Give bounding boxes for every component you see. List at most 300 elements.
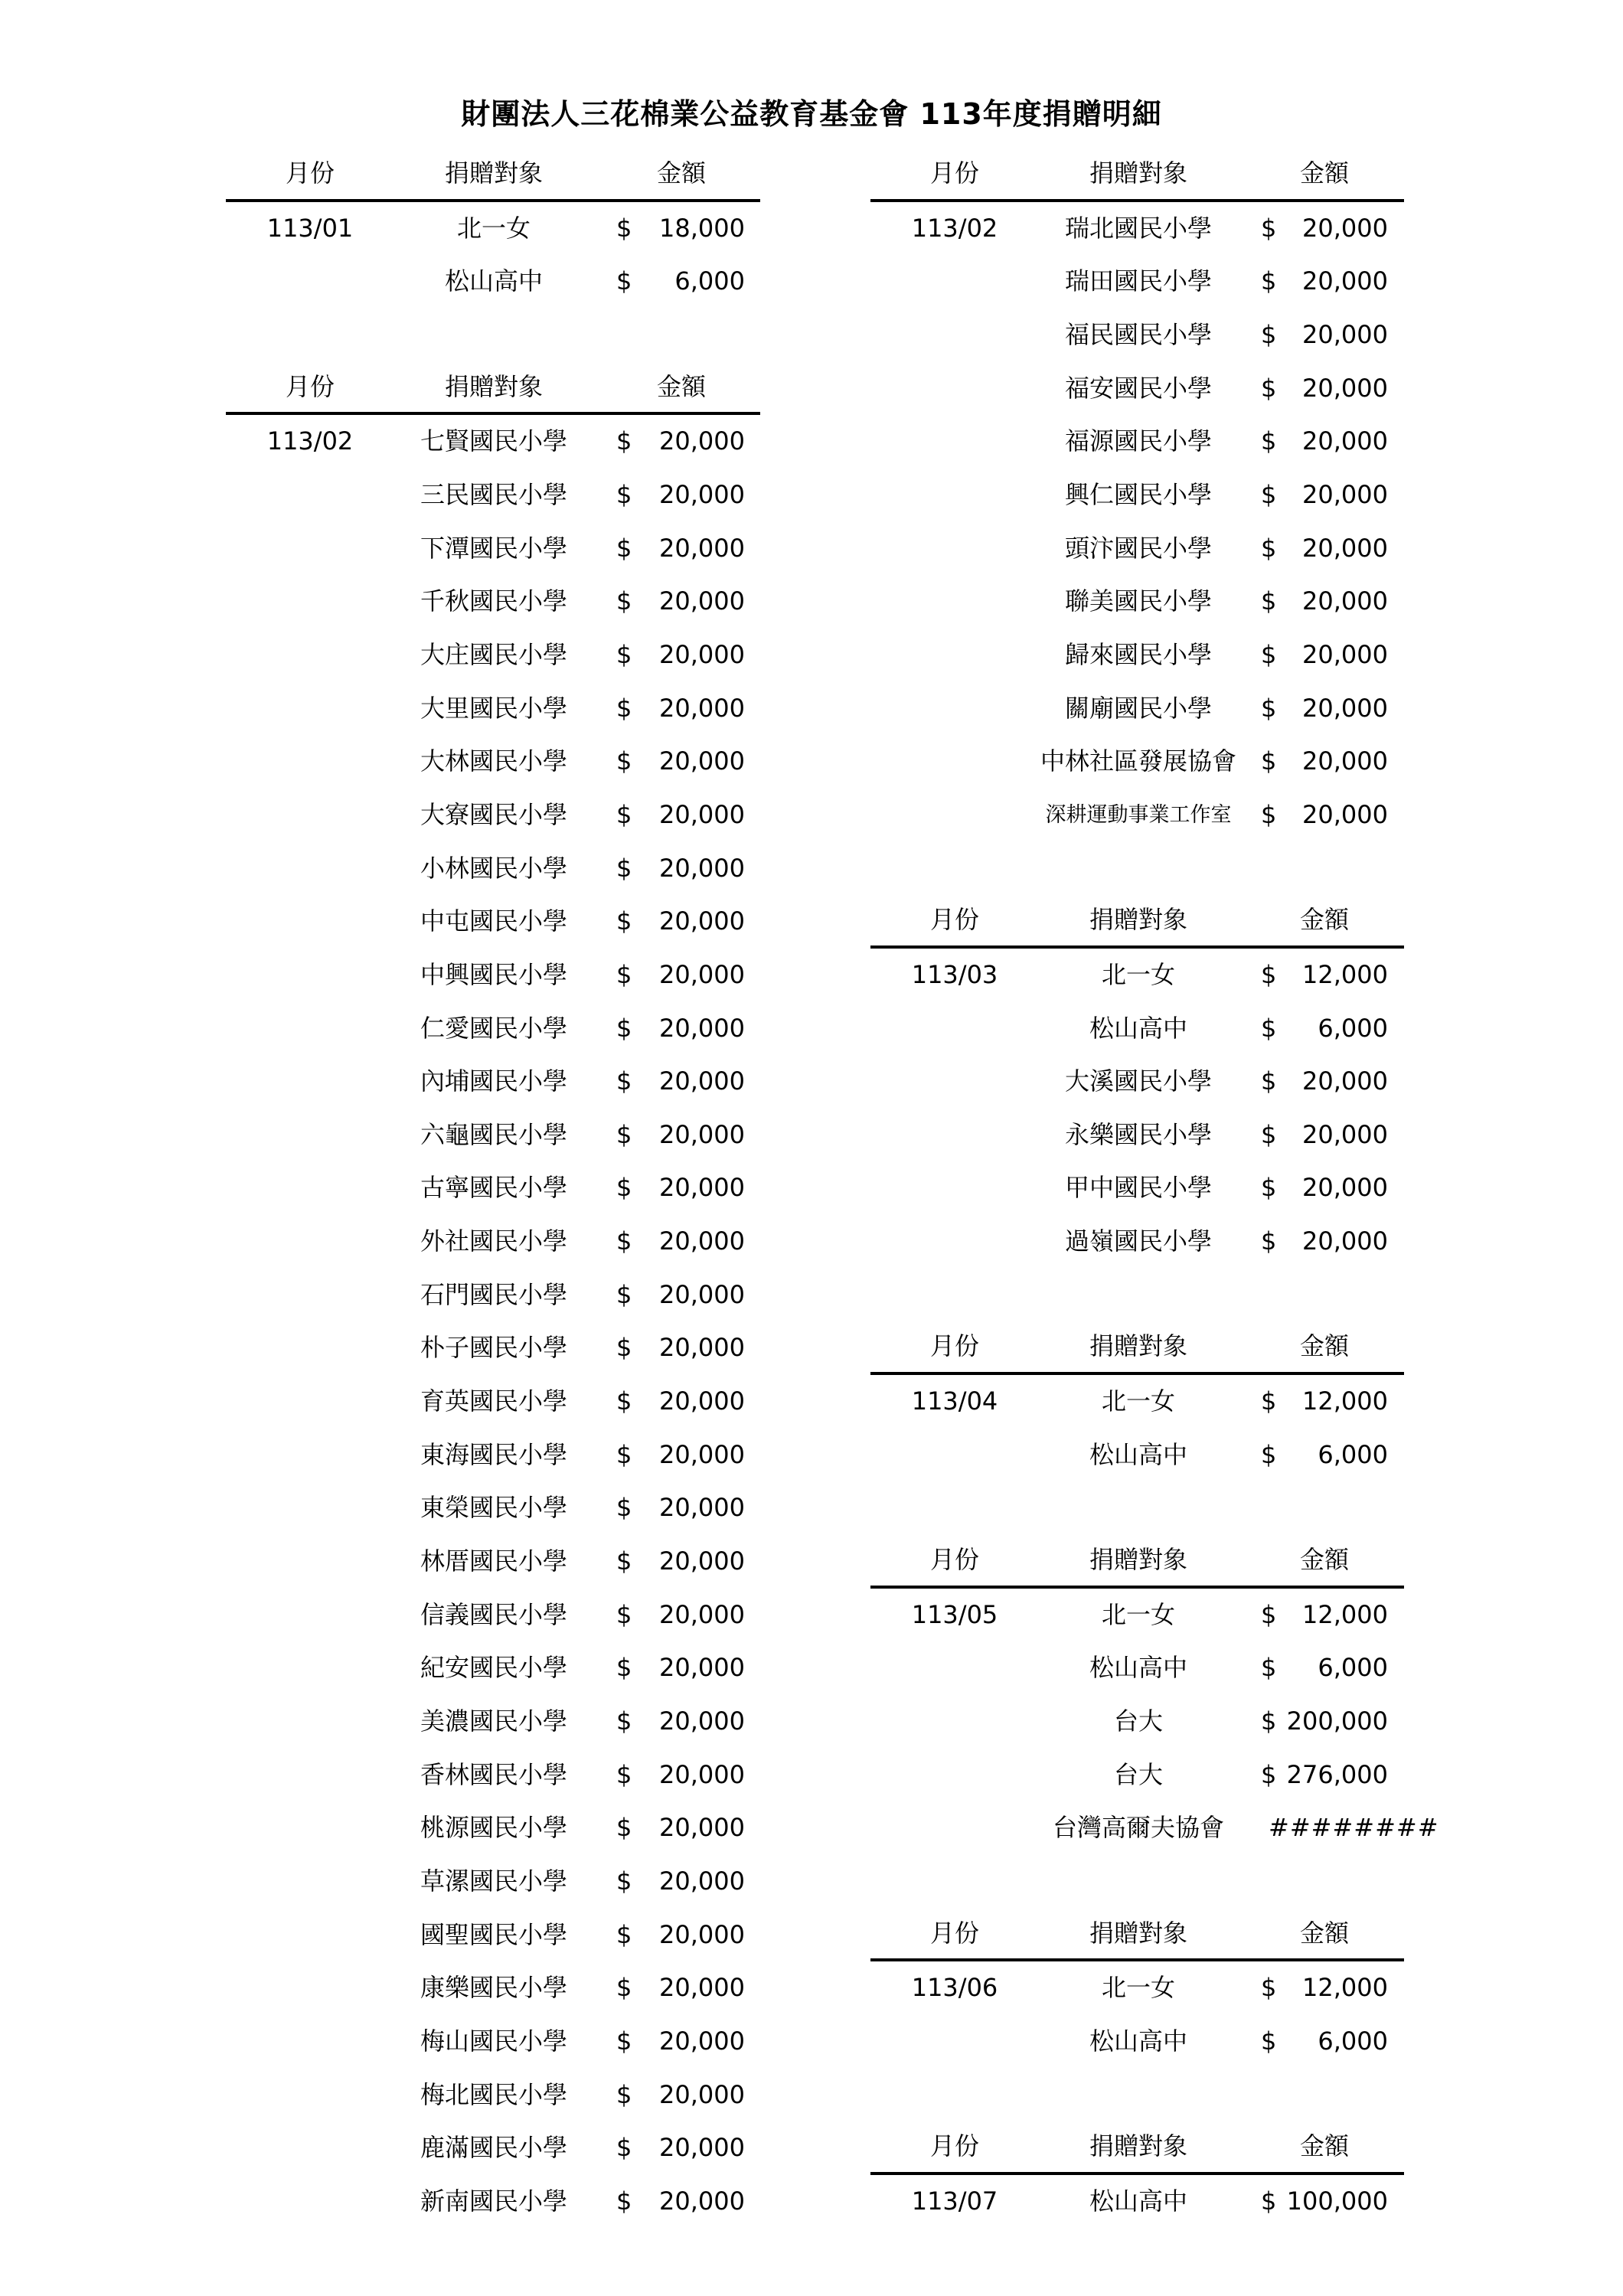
currency-symbol: $	[616, 906, 632, 936]
donation-recipient: 梅北國民小學	[420, 2079, 567, 2109]
currency-symbol: $	[616, 1173, 632, 1203]
donation-row	[226, 2121, 760, 2175]
currency-symbol: $	[616, 1333, 632, 1363]
donation-amount: 20,000	[659, 1599, 745, 1629]
donation-row	[226, 1269, 760, 1322]
donation-recipient: 台大	[1113, 1759, 1163, 1789]
blank-row	[870, 1481, 1404, 1535]
currency-symbol: $	[1261, 1973, 1277, 2003]
currency-symbol: $	[616, 853, 632, 883]
donation-amount: 20,000	[659, 586, 745, 616]
donation-recipient: 松山高中	[1089, 1013, 1187, 1043]
donation-row	[226, 1321, 760, 1375]
donation-recipient: 東海國民小學	[420, 1439, 567, 1469]
donation-row	[870, 202, 1404, 256]
donation-recipient: 松山高中	[1089, 2026, 1187, 2056]
donation-amount: 20,000	[659, 1973, 745, 2003]
donation-recipient: 甲中國民小學	[1064, 1173, 1212, 1203]
currency-symbol: $	[616, 1599, 632, 1629]
donation-amount: 20,000	[1302, 533, 1388, 563]
currency-symbol: $	[616, 799, 632, 829]
currency-symbol: $	[1261, 479, 1277, 509]
donation-row	[870, 575, 1404, 629]
donation-amount: 20,000	[659, 1813, 745, 1843]
header-amount: 金額	[1299, 1918, 1349, 1948]
donation-amount: 20,000	[659, 1333, 745, 1363]
donation-recipient: 信義國民小學	[420, 1599, 567, 1629]
donation-recipient: 福安國民小學	[1064, 373, 1212, 403]
donation-recipient: 香林國民小學	[420, 1759, 567, 1789]
donation-recipient: 仁愛國民小學	[420, 1013, 567, 1043]
currency-symbol: $	[616, 1759, 632, 1789]
currency-symbol: $	[1261, 639, 1277, 669]
currency-symbol: $	[1261, 373, 1277, 403]
donation-recipient: 松山高中	[1089, 1653, 1187, 1683]
currency-symbol: $	[616, 266, 632, 296]
donation-amount: 20,000	[1302, 1173, 1388, 1203]
donation-row	[870, 735, 1404, 789]
donation-recipient: 六龜國民小學	[420, 1119, 567, 1149]
donation-row	[870, 629, 1404, 682]
currency-symbol: $	[616, 586, 632, 616]
donation-amount: 20,000	[659, 1279, 745, 1309]
donation-amount: 20,000	[1302, 799, 1388, 829]
header-month: 月份	[285, 371, 335, 401]
donation-amount: 20,000	[1302, 1066, 1388, 1096]
currency-symbol: $	[616, 213, 632, 243]
header-amount: 金額	[1299, 905, 1349, 935]
donation-recipient: 大林國民小學	[420, 746, 567, 776]
donation-amount: 20,000	[659, 693, 745, 723]
donation-row	[226, 1909, 760, 1962]
donation-recipient: 頭汴國民小學	[1064, 533, 1212, 563]
donation-recipient: 松山高中	[444, 266, 543, 296]
donation-recipient: 內埔國民小學	[420, 1066, 567, 1096]
donation-amount: 20,000	[1302, 693, 1388, 723]
currency-symbol: $	[1261, 1599, 1277, 1629]
currency-symbol: $	[1261, 746, 1277, 776]
donation-recipient: 興仁國民小學	[1064, 479, 1212, 509]
donation-month: 113/03	[911, 959, 998, 989]
donation-recipient: 大里國民小學	[420, 693, 567, 723]
donation-row	[870, 1749, 1404, 1802]
donation-month: 113/07	[911, 2186, 998, 2216]
header-month: 月份	[929, 1918, 979, 1948]
currency-symbol: $	[616, 1066, 632, 1096]
table-header-row	[870, 1321, 1404, 1375]
donation-row	[226, 2175, 760, 2229]
donation-recipient: 國聖國民小學	[420, 1919, 567, 1949]
donation-amount: 6,000	[674, 266, 745, 296]
currency-symbol: $	[616, 1653, 632, 1683]
header-amount: 金額	[656, 371, 706, 401]
currency-symbol: $	[616, 2133, 632, 2163]
donation-amount: 6,000	[1318, 2026, 1388, 2056]
donation-recipient: 台灣高爾夫協會	[1052, 1813, 1224, 1843]
donation-recipient: 草漯國民小學	[420, 1867, 567, 1896]
currency-symbol: $	[1261, 959, 1277, 989]
header-recipient: 捐贈對象	[1089, 1545, 1187, 1575]
donation-month: 113/01	[266, 213, 354, 243]
donation-recipient: 台大	[1113, 1706, 1163, 1736]
donation-amount: 20,000	[659, 906, 745, 936]
donation-month: 113/02	[911, 213, 998, 243]
donation-recipient: 東榮國民小學	[420, 1493, 567, 1523]
donation-row	[226, 949, 760, 1002]
currency-symbol: $	[1261, 533, 1277, 563]
currency-symbol: $	[616, 1973, 632, 2003]
donation-recipient: 中林社區發展協會	[1040, 746, 1236, 776]
donation-amount: 20,000	[1302, 319, 1388, 349]
header-month: 月份	[929, 158, 979, 188]
donation-amount: 20,000	[659, 1867, 745, 1896]
donation-amount: 20,000	[659, 1546, 745, 1576]
currency-symbol: $	[616, 426, 632, 456]
donation-recipient: 北一女	[1101, 1599, 1175, 1629]
donation-recipient: 石門國民小學	[420, 1279, 567, 1309]
currency-symbol: $	[1261, 1759, 1277, 1789]
donation-amount: 6,000	[1318, 1653, 1388, 1683]
donation-recipient: 歸來國民小學	[1064, 639, 1212, 669]
currency-symbol: $	[616, 2026, 632, 2056]
donation-amount: 20,000	[659, 1226, 745, 1256]
currency-symbol: $	[616, 1386, 632, 1416]
donation-amount: 20,000	[1302, 213, 1388, 243]
currency-symbol: $	[1261, 1013, 1277, 1043]
donation-amount: 20,000	[659, 1919, 745, 1949]
donation-recipient: 千秋國民小學	[420, 586, 567, 616]
blank-row	[870, 2069, 1404, 2122]
donation-recipient: 大庄國民小學	[420, 639, 567, 669]
donation-amount: 12,000	[1302, 1599, 1388, 1629]
header-amount: 金額	[1299, 1545, 1349, 1575]
currency-symbol: $	[616, 2186, 632, 2216]
donation-amount: 20,000	[659, 1759, 745, 1789]
blank-row	[870, 842, 1404, 896]
donation-amount: 20,000	[659, 479, 745, 509]
donation-row	[226, 575, 760, 629]
donation-recipient: 中興國民小學	[420, 959, 567, 989]
donation-row	[870, 1215, 1404, 1269]
header-amount: 金額	[656, 158, 706, 188]
left-donation-column	[226, 149, 760, 2229]
donation-row	[226, 1961, 760, 2015]
donation-row	[226, 255, 760, 309]
donation-amount: 20,000	[659, 799, 745, 829]
currency-symbol: $	[616, 1706, 632, 1736]
donation-row	[870, 1055, 1404, 1109]
header-recipient: 捐贈對象	[444, 371, 543, 401]
currency-symbol: $	[1261, 586, 1277, 616]
donation-amount: 20,000	[1302, 586, 1388, 616]
donation-row	[870, 1375, 1404, 1429]
currency-symbol: $	[1261, 1706, 1277, 1736]
donation-recipient: 桃源國民小學	[420, 1813, 567, 1843]
donation-amount: 20,000	[659, 2026, 745, 2056]
donation-amount: 20,000	[1302, 479, 1388, 509]
donation-amount: 20,000	[659, 1119, 745, 1149]
donation-row	[226, 1375, 760, 1429]
donation-row	[870, 522, 1404, 576]
currency-symbol: $	[1261, 1386, 1277, 1416]
table-header-row	[870, 895, 1404, 949]
donation-row	[226, 1801, 760, 1855]
header-amount: 金額	[1299, 158, 1349, 188]
currency-symbol: $	[616, 1919, 632, 1949]
donation-row	[870, 1801, 1439, 1855]
donation-amount: 20,000	[1302, 1119, 1388, 1149]
donation-row	[226, 415, 760, 469]
donation-recipient: 三民國民小學	[420, 479, 567, 509]
donation-row	[226, 1535, 760, 1589]
donation-amount: 6,000	[1318, 1013, 1388, 1043]
currency-symbol: $	[1261, 1173, 1277, 1203]
header-amount: 金額	[1299, 2131, 1349, 2161]
donation-row	[870, 1589, 1404, 1642]
donation-amount: ########	[1269, 1813, 1439, 1843]
donation-recipient: 中屯國民小學	[420, 906, 567, 936]
donation-row	[226, 522, 760, 576]
donation-recipient: 小林國民小學	[420, 853, 567, 883]
donation-amount: 20,000	[659, 1386, 745, 1416]
donation-amount: 20,000	[1302, 266, 1388, 296]
header-recipient: 捐贈對象	[1089, 158, 1187, 188]
currency-symbol: $	[1261, 213, 1277, 243]
donation-row	[226, 842, 760, 896]
donation-month: 113/05	[911, 1599, 998, 1629]
table-header-row	[870, 2121, 1404, 2175]
currency-symbol: $	[1261, 426, 1277, 456]
donation-month: 113/06	[911, 1973, 998, 2003]
blank-row	[226, 309, 760, 362]
donation-row	[226, 735, 760, 789]
donation-recipient: 北一女	[456, 213, 531, 243]
header-recipient: 捐贈對象	[1089, 1331, 1187, 1361]
donation-recipient: 北一女	[1101, 1386, 1175, 1416]
currency-symbol: $	[1261, 1066, 1277, 1096]
blank-row	[870, 1269, 1404, 1322]
document-title: 財團法人三花棉業公益教育基金會 113年度捐贈明細	[461, 97, 1162, 131]
donation-row	[226, 789, 760, 842]
donation-recipient: 康樂國民小學	[420, 1973, 567, 2003]
header-month: 月份	[929, 2131, 979, 2161]
donation-amount: 20,000	[659, 426, 745, 456]
donation-amount: 20,000	[659, 746, 745, 776]
donation-recipient: 福民國民小學	[1064, 319, 1212, 349]
donation-recipient: 梅山國民小學	[420, 2026, 567, 2056]
donation-amount: 20,000	[659, 1493, 745, 1523]
currency-symbol: $	[1261, 1119, 1277, 1149]
donation-amount: 20,000	[659, 639, 745, 669]
donation-row	[226, 1055, 760, 1109]
donation-recipient: 育英國民小學	[420, 1386, 567, 1416]
donation-row	[226, 2015, 760, 2069]
donation-amount: 200,000	[1286, 1706, 1388, 1736]
donation-recipient: 鹿滿國民小學	[420, 2133, 567, 2163]
donation-amount: 20,000	[659, 1013, 745, 1043]
donation-amount: 20,000	[659, 533, 745, 563]
donation-row	[226, 1002, 760, 1056]
donation-recipient: 外社國民小學	[420, 1226, 567, 1256]
header-recipient: 捐贈對象	[1089, 905, 1187, 935]
donation-recipient: 大寮國民小學	[420, 799, 567, 829]
donation-amount: 20,000	[659, 1706, 745, 1736]
donation-amount: 20,000	[1302, 1226, 1388, 1256]
donation-row	[226, 1109, 760, 1162]
donation-recipient: 瑞北國民小學	[1064, 213, 1212, 243]
donation-row	[870, 682, 1404, 736]
header-recipient: 捐贈對象	[1089, 1918, 1187, 1948]
currency-symbol: $	[1261, 1439, 1277, 1469]
donation-recipient: 紀安國民小學	[420, 1653, 567, 1683]
donation-recipient: 七賢國民小學	[420, 426, 567, 456]
currency-symbol: $	[616, 693, 632, 723]
donation-amount: 20,000	[1302, 373, 1388, 403]
donation-amount: 20,000	[659, 2186, 745, 2216]
donation-recipient: 瑞田國民小學	[1064, 266, 1212, 296]
donation-row	[870, 1961, 1404, 2015]
header-amount: 金額	[1299, 1331, 1349, 1361]
table-header-row	[226, 362, 760, 416]
donation-row	[870, 309, 1404, 362]
donation-row	[226, 1161, 760, 1215]
right-donation-column	[870, 149, 1439, 2229]
donation-amount: 6,000	[1318, 1439, 1388, 1469]
donation-month: 113/02	[266, 426, 354, 456]
header-month: 月份	[285, 158, 335, 188]
header-month: 月份	[929, 1545, 979, 1575]
donation-recipient: 永樂國民小學	[1064, 1119, 1212, 1149]
donation-row	[226, 1695, 760, 1749]
header-month: 月份	[929, 905, 979, 935]
currency-symbol: $	[616, 533, 632, 563]
donation-amount: 20,000	[659, 2079, 745, 2109]
donation-amount: 12,000	[1302, 959, 1388, 989]
donation-row	[226, 1641, 760, 1695]
currency-symbol: $	[1261, 266, 1277, 296]
donation-row	[870, 362, 1404, 416]
donation-row	[226, 1481, 760, 1535]
currency-symbol: $	[616, 746, 632, 776]
donation-row	[870, 255, 1404, 309]
currency-symbol: $	[616, 1119, 632, 1149]
donation-recipient: 林厝國民小學	[420, 1546, 567, 1576]
currency-symbol: $	[616, 1546, 632, 1576]
donation-row	[870, 1429, 1404, 1482]
donation-row	[226, 629, 760, 682]
currency-symbol: $	[1261, 693, 1277, 723]
donation-row	[870, 789, 1404, 842]
currency-symbol: $	[616, 639, 632, 669]
donation-recipient: 北一女	[1101, 1973, 1175, 2003]
donation-row	[870, 1641, 1404, 1695]
donation-row	[226, 1749, 760, 1802]
donation-recipient: 福源國民小學	[1064, 426, 1212, 456]
donation-recipient: 深耕運動事業工作室	[1045, 802, 1232, 827]
currency-symbol: $	[1261, 799, 1277, 829]
donation-row	[870, 1109, 1404, 1162]
donation-amount: 12,000	[1302, 1973, 1388, 2003]
donation-amount: 12,000	[1302, 1386, 1388, 1416]
donation-row	[226, 1855, 760, 1909]
donation-row	[870, 469, 1404, 522]
currency-symbol: $	[1261, 319, 1277, 349]
currency-symbol: $	[1261, 2026, 1277, 2056]
donation-row	[870, 2015, 1404, 2069]
donation-month: 113/04	[911, 1386, 998, 1416]
donation-recipient: 美濃國民小學	[420, 1706, 567, 1736]
donation-row	[226, 682, 760, 736]
currency-symbol: $	[616, 1867, 632, 1896]
donation-amount: 20,000	[659, 1653, 745, 1683]
donation-row	[870, 1695, 1404, 1749]
donation-row	[226, 2069, 760, 2122]
donation-row	[870, 949, 1404, 1002]
donation-recipient: 古寧國民小學	[420, 1173, 567, 1203]
currency-symbol: $	[616, 1226, 632, 1256]
blank-row	[870, 1855, 1404, 1909]
currency-symbol: $	[1261, 1653, 1277, 1683]
currency-symbol: $	[616, 959, 632, 989]
header-month: 月份	[929, 1331, 979, 1361]
donation-recipient: 北一女	[1101, 959, 1175, 989]
donation-amount: 20,000	[1302, 639, 1388, 669]
donation-amount: 276,000	[1286, 1759, 1388, 1789]
donation-row	[226, 1589, 760, 1642]
donation-amount: 20,000	[1302, 426, 1388, 456]
donation-recipient: 過嶺國民小學	[1064, 1226, 1212, 1256]
table-header-row	[870, 149, 1404, 202]
donation-amount: 20,000	[659, 1066, 745, 1096]
donation-row	[226, 1429, 760, 1482]
donation-amount: 20,000	[659, 853, 745, 883]
currency-symbol: $	[616, 1813, 632, 1843]
header-recipient: 捐贈對象	[444, 158, 543, 188]
donation-recipient: 關廟國民小學	[1064, 693, 1212, 723]
currency-symbol: $	[616, 2079, 632, 2109]
currency-symbol: $	[616, 1279, 632, 1309]
currency-symbol: $	[616, 479, 632, 509]
donation-amount: 18,000	[659, 213, 745, 243]
donation-amount: 20,000	[659, 2133, 745, 2163]
donation-row	[870, 2175, 1404, 2229]
donation-row	[226, 202, 760, 256]
donation-recipient: 松山高中	[1089, 2186, 1187, 2216]
donation-row	[870, 1002, 1404, 1056]
donation-amount: 20,000	[659, 959, 745, 989]
table-header-row	[870, 1535, 1404, 1589]
donation-amount: 20,000	[1302, 746, 1388, 776]
donation-amount: 20,000	[659, 1439, 745, 1469]
donation-row	[870, 1161, 1404, 1215]
currency-symbol: $	[1261, 1226, 1277, 1256]
donation-amount: 100,000	[1286, 2186, 1388, 2216]
currency-symbol: $	[1261, 2186, 1277, 2216]
currency-symbol: $	[616, 1493, 632, 1523]
donation-recipient: 大溪國民小學	[1064, 1066, 1212, 1096]
currency-symbol: $	[616, 1013, 632, 1043]
donation-row	[870, 415, 1404, 469]
donation-row	[226, 469, 760, 522]
header-recipient: 捐贈對象	[1089, 2131, 1187, 2161]
donation-amount: 20,000	[659, 1173, 745, 1203]
donation-recipient: 新南國民小學	[420, 2186, 567, 2216]
donation-recipient: 松山高中	[1089, 1439, 1187, 1469]
donation-row	[226, 1215, 760, 1269]
donation-recipient: 聯美國民小學	[1064, 586, 1212, 616]
table-header-row	[226, 149, 760, 202]
table-header-row	[870, 1909, 1404, 1962]
